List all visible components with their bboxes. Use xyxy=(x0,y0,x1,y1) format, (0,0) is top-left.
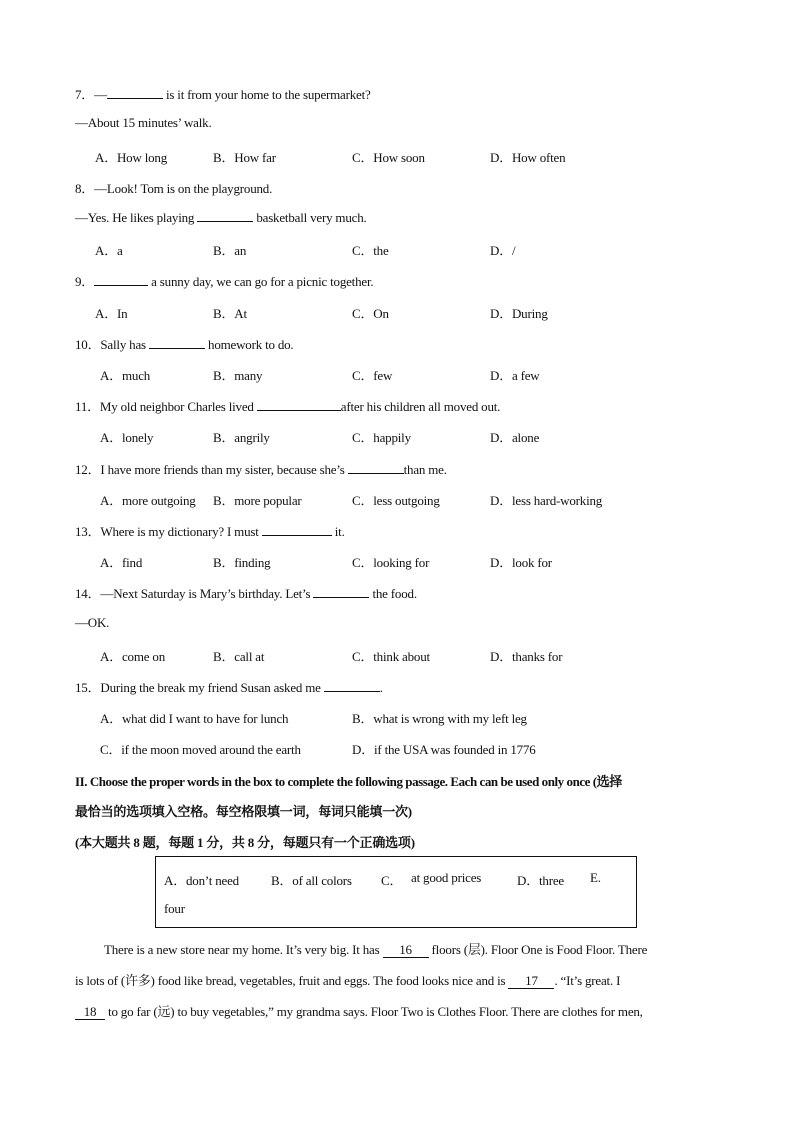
q10-options xyxy=(0,365,794,383)
answer-blank[interactable] xyxy=(107,86,163,99)
option-b[interactable]: B．finding xyxy=(213,555,271,570)
option-b[interactable]: B．angrily xyxy=(213,430,270,445)
q14-stem: 14．—Next Saturday is Mary’s birthday. Let’s the food. xyxy=(75,586,417,601)
q13-stem: 13．Where is my dictionary? I must it. xyxy=(75,524,345,539)
option-d[interactable]: D．a few xyxy=(490,368,540,383)
option-d[interactable]: D．look for xyxy=(490,555,552,570)
option-b[interactable]: B．many xyxy=(213,368,263,383)
option-a[interactable]: A．what did I want to have for lunch xyxy=(100,711,289,726)
option-c[interactable]: C．if the moon moved around the earth xyxy=(100,742,301,757)
option-c[interactable]: C．the xyxy=(352,243,389,258)
option-a[interactable]: A．a xyxy=(95,243,123,258)
q15-stem: 15．During the break my friend Susan asked me . xyxy=(75,680,383,695)
option-a[interactable]: A．much xyxy=(100,368,151,383)
answer-blank[interactable] xyxy=(262,523,332,536)
option-c[interactable]: C．How soon xyxy=(352,150,425,165)
option-d[interactable]: D．alone xyxy=(490,430,540,445)
passage-line-2: is lots of (许多) food like bread, vegetables, fruit and eggs. The food looks nice and is 17 . “It’s great. I xyxy=(75,973,621,988)
q11-options xyxy=(0,427,794,445)
option-d[interactable]: D．During xyxy=(490,306,548,321)
option-c[interactable]: C．few xyxy=(352,368,393,383)
q12-stem: 12．I have more friends than my sister, because she’s than me. xyxy=(75,462,447,477)
option-b[interactable]: B．more popular xyxy=(213,493,302,508)
option-a[interactable]: A．find xyxy=(100,555,143,570)
option-a[interactable]: A．lonely xyxy=(100,430,154,445)
q14-options xyxy=(0,646,794,664)
q15-options-row2 xyxy=(0,739,794,757)
option-b[interactable]: B．call at xyxy=(213,649,265,664)
q7-options xyxy=(0,147,794,165)
option-a[interactable]: A．In xyxy=(95,306,128,321)
answer-blank[interactable] xyxy=(313,585,369,598)
word-box-item-e-text: four xyxy=(164,901,185,916)
passage-line-3: 18 to go far (远) to buy vegetables,” my grandma says. Floor Two is Clothes Floor. There are clothes for men, xyxy=(75,1001,720,1020)
passage-blank-18[interactable]: 18 xyxy=(75,1005,105,1020)
answer-blank[interactable] xyxy=(324,679,380,692)
option-b[interactable]: B．what is wrong with my left leg xyxy=(352,711,527,726)
q12-options xyxy=(0,490,794,508)
word-box-item-b: B．of all colors xyxy=(271,873,352,888)
option-d[interactable]: D．/ xyxy=(490,243,516,258)
option-c[interactable]: C．looking for xyxy=(352,555,430,570)
option-c[interactable]: C．less outgoing xyxy=(352,493,440,508)
q9-stem: 9． a sunny day, we can go for a picnic together. xyxy=(75,274,374,289)
word-box-item-e: E. xyxy=(590,870,601,885)
q15-options-row1 xyxy=(0,708,794,726)
q7-answer-line: —About 15 minutes’ walk. xyxy=(75,115,212,130)
answer-blank[interactable] xyxy=(257,398,341,411)
passage-blank-16[interactable]: 16 xyxy=(383,943,429,958)
q11-stem: 11．My old neighbor Charles lived after his children all moved out. xyxy=(75,399,501,414)
option-b[interactable]: B．How far xyxy=(213,150,276,165)
passage-blank-17[interactable]: 17 xyxy=(508,974,554,989)
q14-answer-line: —OK. xyxy=(75,615,110,630)
q9-options xyxy=(0,303,794,321)
answer-blank[interactable] xyxy=(197,209,253,222)
section-ii-title-cn: 最恰当的选项填入空格。每空格限填一词，每词只能填一次) xyxy=(75,804,412,819)
word-box-item-a: A．don’t need xyxy=(164,873,239,888)
option-c[interactable]: C．happily xyxy=(352,430,411,445)
answer-blank[interactable] xyxy=(149,336,205,349)
option-a[interactable]: A．How long xyxy=(95,150,168,165)
option-d[interactable]: D．less hard-working xyxy=(490,493,603,508)
option-d[interactable]: D．How often xyxy=(490,150,566,165)
answer-blank[interactable] xyxy=(348,461,404,474)
option-a[interactable]: A．come on xyxy=(100,649,165,664)
passage-line-1: There is a new store near my home. It’s very big. It has 16 floors (层). Floor One is Food Floor. There xyxy=(104,942,648,957)
word-box xyxy=(155,856,637,928)
option-b[interactable]: B．an xyxy=(213,243,247,258)
word-box-item-d: D．three xyxy=(517,873,564,888)
q10-stem: 10．Sally has homework to do. xyxy=(75,337,294,352)
option-a[interactable]: A．more outgoing xyxy=(100,493,196,508)
option-c[interactable]: C．think about xyxy=(352,649,430,664)
option-d[interactable]: D．if the USA was founded in 1776 xyxy=(352,742,536,757)
option-b[interactable]: B．At xyxy=(213,306,247,321)
q8-options xyxy=(0,240,794,258)
q8-response: —Yes. He likes playing basketball very much. xyxy=(75,210,367,225)
q7-stem: 7．— is it from your home to the supermarket? xyxy=(75,87,371,102)
q13-options xyxy=(0,552,794,570)
section-ii-note: (本大题共 8 题，每题 1 分，共 8 分，每题只有一个正确选项) xyxy=(75,835,415,850)
word-box-item-c: at good prices xyxy=(411,870,482,885)
option-d[interactable]: D．thanks for xyxy=(490,649,563,664)
word-box-item-c-label: C． xyxy=(381,873,403,888)
section-ii-title: II. Choose the proper words in the box to complete the following passage. Each can be used only once (选择 xyxy=(75,774,622,789)
option-c[interactable]: C．On xyxy=(352,306,389,321)
q8-stem: 8．—Look! Tom is on the playground. xyxy=(75,181,273,196)
answer-blank[interactable] xyxy=(94,273,148,286)
